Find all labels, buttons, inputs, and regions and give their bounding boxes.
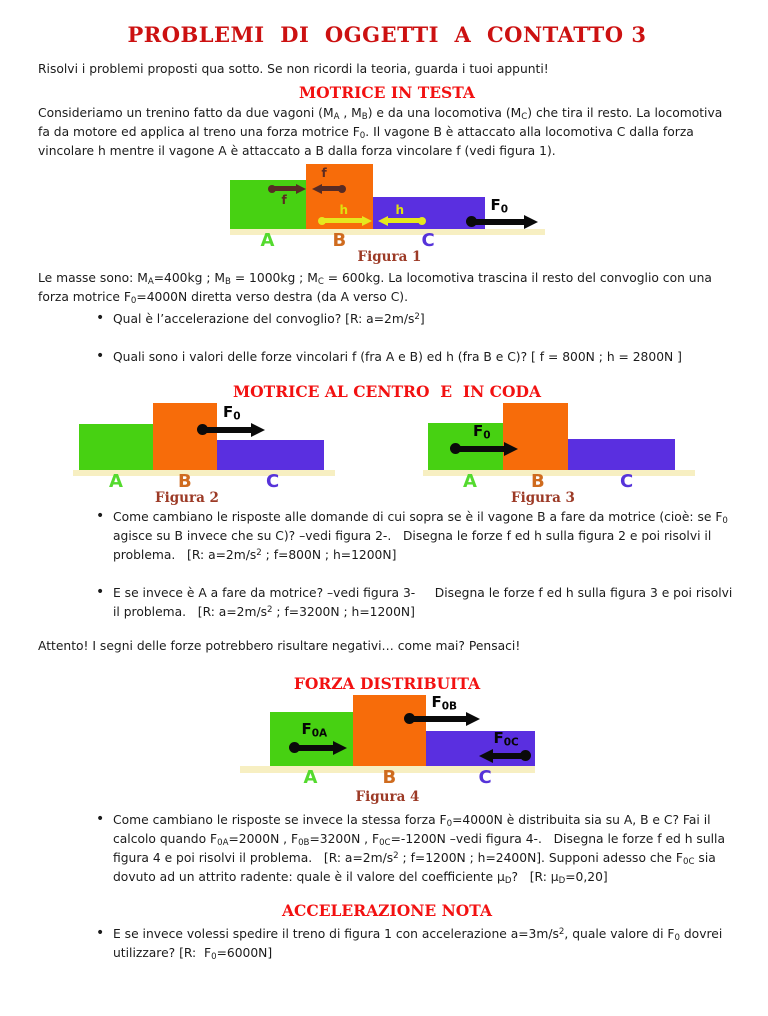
fig1-label-c: C xyxy=(421,230,435,251)
fig2-label-c: C xyxy=(266,471,280,492)
fig1-f-arrow-on-b xyxy=(312,183,346,194)
fig4-f0a-arrow xyxy=(289,740,347,755)
fig3-block-c xyxy=(568,439,675,470)
figure-2 xyxy=(73,403,335,506)
page-title: PROBLEMI DI OGGETTI A CONTATTO 3 xyxy=(127,22,647,47)
fig1-f0-label: $F_0$ xyxy=(490,196,509,216)
fig1-h-label-on-c: h xyxy=(395,203,405,217)
section-heading-motrice-al-centro: MOTRICE AL CENTRO E IN CODA xyxy=(233,382,541,401)
figure-1 xyxy=(230,164,545,264)
fig3-f0-arrow xyxy=(450,441,518,456)
figure-4 xyxy=(240,695,535,805)
fig2-f0-label: $F_0$ xyxy=(223,403,241,423)
fig3-f0-label: $F_0$ xyxy=(473,422,491,442)
bullet-accelerazione: • Qual è l’accelerazione del convoglio? [R: $a=2m/s^2$] xyxy=(113,310,736,329)
figure-3 xyxy=(423,403,695,506)
fig3-label-b: B xyxy=(531,471,545,492)
fig1-ground xyxy=(230,229,545,235)
section-heading-forza-distribuita: FORZA DISTRIBUITA xyxy=(293,674,481,693)
bullet-list-4 xyxy=(38,925,736,963)
fig4-block-b xyxy=(353,695,426,766)
fig1-caption: Figura 1 xyxy=(357,249,422,265)
fig1-f-label-on-a: f xyxy=(281,193,287,207)
fig1-h-label-on-b: h xyxy=(339,203,349,217)
fig2-block-a xyxy=(79,424,153,470)
fig1-f0-arrow xyxy=(466,214,538,229)
figures-2-3-row xyxy=(38,403,736,506)
fig4-caption: Figura 4 xyxy=(355,789,420,805)
bullet-forze-vincolari: • Quali sono i valori delle forze vincolari f (fra A e B) ed h (fra B e C)? [ f = 800N ; h = 2800N ] xyxy=(113,348,736,367)
worksheet-page xyxy=(0,22,768,963)
fig4-f0a-label: $F_{0A}$ xyxy=(301,720,328,740)
fig4-f0b-arrow xyxy=(404,711,480,726)
fig2-caption: Figura 2 xyxy=(155,490,219,506)
intro-text: Risolvi i problemi proposti qua sotto. Se non ricordi la teoria, guarda i tuoi appunti! xyxy=(38,62,549,76)
note-attento: Attento! I segni delle forze potrebbero risultare negativi… come mai? Pensaci! xyxy=(38,639,521,653)
fig1-f-label-on-b: f xyxy=(321,166,327,180)
bullet-motrice-a: • E se invece è A a fare da motrice? –vedi figura 3- Disegna le forze f ed h sulla figura 3 e poi risolvi il problema. [R: $a=2m/s^2$ ; f=3200N ; h=1200N] xyxy=(113,584,736,622)
fig3-label-a: A xyxy=(463,471,477,492)
fig4-f0c-label: $F_{0C}$ xyxy=(493,729,519,749)
fig2-label-b: B xyxy=(178,471,192,492)
fig2-block-c xyxy=(217,440,324,470)
section-heading-motrice-in-testa: MOTRICE IN TESTA xyxy=(299,83,475,102)
bullet-forza-distribuita: • Come cambiano le risposte se invece la stessa forza $F_0=4000N$ è distribuita sia su A, B e C? Fai il calcolo quando $F_{0A}=2000N$ , $F_{0B}=3200N$ , $F_{0C}=-1200N$ –vedi figura 4-. Disegna le forze f ed h sulla figura 4 e poi risolvi il problema. [R: $a=2m/s^2$ ; f=1200N ; h=2400N]. Supponi adesso che $F_{0C}$ sia dovuto ad un attrito radente: quale è il valore del coefficiente $\mu_D$? [R: $\mu_D=0,20$] xyxy=(113,811,736,887)
bullet-accelerazione-nota: • E se invece volessi spedire il treno di figura 1 con accelerazione $a=3m/s^2$, quale valore di $F_0$ dovrei utilizzare? [R: $F_0=6000N$] xyxy=(113,925,736,963)
fig4-label-c: C xyxy=(478,767,492,788)
bullet-list-2 xyxy=(38,508,736,622)
paragraph-masse: Le masse sono: $M_A=400kg$ ; $M_B = 1000kg$ ; $M_C = 600kg$. La locomotiva trascina il resto del convoglio con una forza motrice $F_0=4000N$ diretta verso destra (da A verso C). xyxy=(38,271,716,307)
bullet-motrice-b: • Come cambiano le risposte alle domande di cui sopra se è il vagone B a fare da motrice (cioè: se $F_0$ agisce su B invece che su C)? –vedi figura 2-. Disegna le forze f ed h sulla figura 2 e poi risolvi il problema. [R: $a=2m/s^2$ ; f=800N ; h=1200N] xyxy=(113,508,736,565)
fig1-label-b: B xyxy=(332,230,347,251)
section-heading-accelerazione-nota: ACCELERAZIONE NOTA xyxy=(282,901,492,920)
fig3-caption: Figura 3 xyxy=(511,490,575,506)
fig2-f0-arrow xyxy=(197,422,265,437)
bullet-list-3 xyxy=(38,811,736,887)
fig3-block-b xyxy=(503,403,568,470)
fig1-label-a: A xyxy=(260,230,275,251)
fig4-label-a: A xyxy=(303,767,318,788)
fig4-f0b-label: $F_{0B}$ xyxy=(431,693,458,713)
fig2-label-a: A xyxy=(109,471,123,492)
paragraph-motrice-in-testa: Consideriamo un trenino fatto da due vagoni ($M_A$ , $M_B$) e da una locomotiva $(M_C)$ che tira il resto. La locomotiva fa da motore ed applica al treno una forza motrice $F_0$. Il vagone B è attaccato alla locomotiva C dalla forza vincolare h mentre il vagone A è attaccato a B dalla forza vincolare f (vedi figura 1). xyxy=(38,106,727,158)
fig4-label-b: B xyxy=(382,767,397,788)
bullet-list-1 xyxy=(38,310,736,367)
fig4-f0c-arrow xyxy=(479,748,531,763)
fig3-label-c: C xyxy=(620,471,634,492)
